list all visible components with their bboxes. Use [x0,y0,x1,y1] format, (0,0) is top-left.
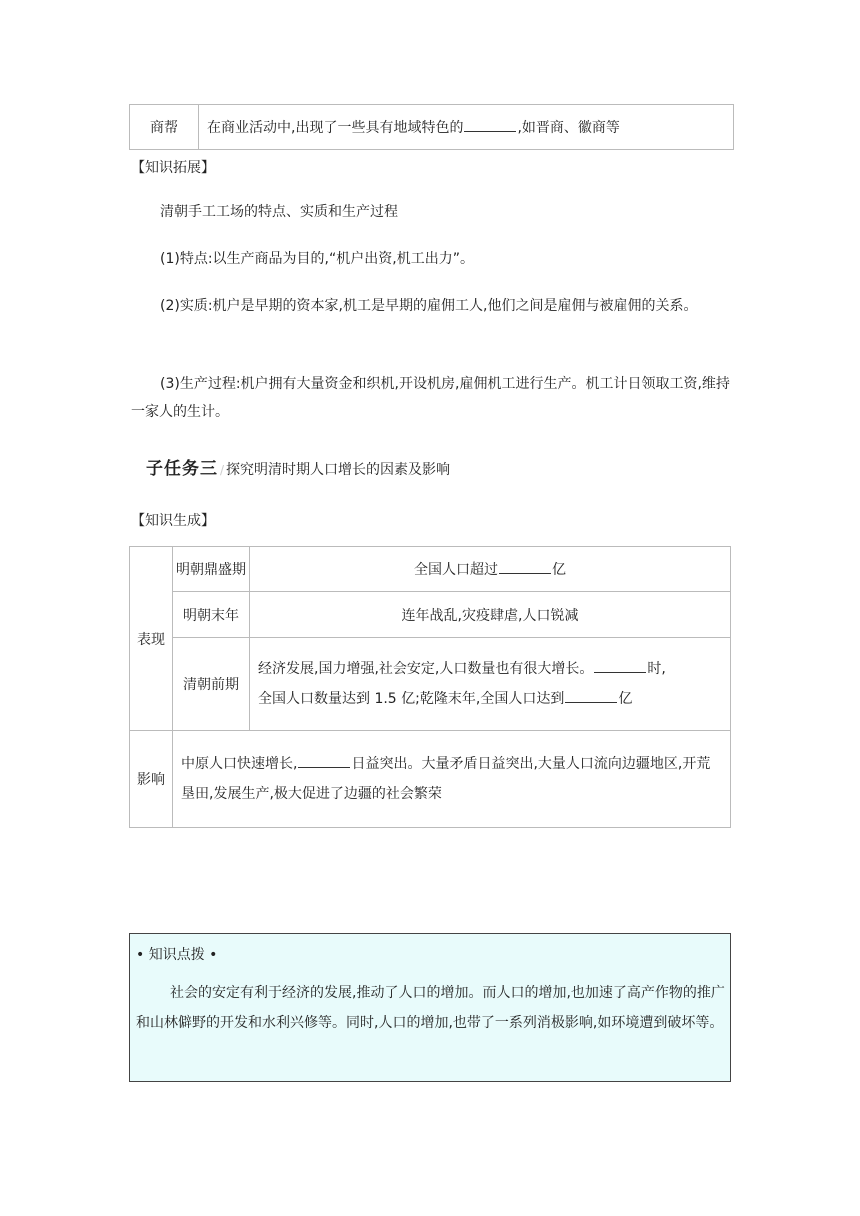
heading-separator: / [220,463,225,477]
extension-intro: 清朝手工工场的特点、实质和生产过程 [160,204,398,220]
fill-blank[interactable] [594,660,646,673]
tip-title: • 知识点拨 • [136,947,218,963]
text-after-blank: 亿 [552,562,566,578]
table-row [130,105,734,150]
shangbang-table [129,104,734,150]
text-before-blank: 全国人口数量达到 1.5 亿;乾隆末年,全国人口达到 [258,691,565,707]
extension-p1: (1)特点:以生产商品为目的,“机户出资,机工出力”。 [160,251,474,267]
subtask-heading [146,454,450,479]
text-before-blank: 全国人口超过 [414,562,498,578]
text-after-blank: 日益突出。大量矛盾日益突出,大量人口流向边疆地区,开荒垦田,发展生产,极大促进了边疆的社会繁荣 [181,756,711,802]
knowledge-tip-box [129,933,731,1082]
text-before-blank: 经济发展,国力增强,社会安定,人口数量也有很大增长。 [258,661,594,677]
population-table [129,546,731,828]
text-after-blank: 亿 [618,691,633,707]
text-before-blank: 在商业活动中,出现了一些具有地域特色的 [207,120,464,136]
text-after-blank: 时, [647,661,666,677]
section-label-extension: 【知识拓展】 [131,160,215,176]
content-line [258,654,722,684]
extension-p2: (2)实质:机户是早期的资本家,机工是早期的雇佣工人,他们之间是雇佣与被雇佣的关系。 [160,298,698,314]
content-cell [250,638,731,731]
content-cell [173,731,731,828]
text-after-blank: ,如晋商、徽商等 [517,120,620,136]
tip-body: 社会的安定有利于经济的发展,推动了人口的增加。而人口的增加,也加速了高产作物的推广和山林僻野的开发和水利兴修等。同时,人口的增加,也带了一系列消极影响,如环境遭到破坏等。 [136,985,725,1031]
extension-p3: (3)生产过程:机户拥有大量资金和织机,开设机房,雇佣机工进行生产。机工计日领取工资,维持一家人的生计。 [131,376,730,420]
subtask-title: 探究明清时期人口增长的因素及影响 [226,462,451,478]
table-row [130,592,731,638]
category-cell: 影响 [130,731,173,828]
row-value [199,105,734,150]
sub-category-cell: 明朝末年 [173,592,250,638]
fill-blank[interactable] [464,119,516,132]
fill-blank[interactable] [499,561,551,574]
category-cell: 表现 [130,547,173,731]
content-cell [250,547,731,592]
subtask-number: 子任务三 [146,459,218,479]
content-line [258,684,722,714]
text-before-blank: 中原人口快速增长, [181,756,298,772]
fill-blank[interactable] [565,690,617,703]
row-key: 商帮 [130,105,199,150]
content-cell: 连年战乱,灾疫肆虐,人口锐减 [250,592,731,638]
sub-category-cell: 清朝前期 [173,638,250,731]
sub-category-cell: 明朝鼎盛期 [173,547,250,592]
section-label-generation: 【知识生成】 [131,513,215,529]
fill-blank[interactable] [298,755,350,768]
table-row [130,547,731,592]
table-row [130,731,731,828]
table-row [130,638,731,731]
